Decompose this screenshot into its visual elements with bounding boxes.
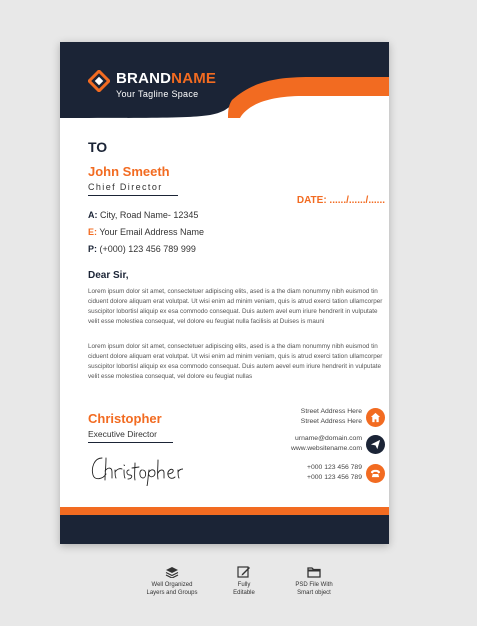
company-phones: +000 123 456 789 +000 123 456 789 xyxy=(307,464,362,481)
footer-band xyxy=(60,504,389,544)
company-address: Street Address Here Street Address Here xyxy=(300,408,362,425)
salutation: Dear Sir, xyxy=(88,270,129,281)
edit-icon xyxy=(237,566,251,578)
brand-logo-icon xyxy=(88,70,110,92)
recipient-title: Chief Director xyxy=(88,182,163,192)
contact-phone: P: (+000) 123 456 789 999 xyxy=(88,244,196,254)
feature-editable: Fully Editable xyxy=(204,566,284,597)
home-icon xyxy=(366,408,385,427)
contact-email: E: Your Email Address Name xyxy=(88,227,205,237)
feature-layers: Well Organized Layers and Groups xyxy=(132,566,212,597)
company-online: urname@domain.com www.websitename.com xyxy=(290,435,362,452)
recipient-divider xyxy=(88,195,178,196)
sender-name: Christopher xyxy=(88,411,162,426)
body-paragraph-2: Lorem ipsum dolor sit amet, consectetuer adipiscing elits, ased is a the diam nonummy nibh euismod tin ciduent dolore aliquam erat volutpat. Ut wisi enim ad minim veniam, quis is atrud exerci tation ullamcorper suscipitor lobortisl aliquip ex esa commodo consequat. Duis autem aevel eum iriure hendrerit in vulputate velit esse molestiea consequat, vel dolore eu feugiat nullas xyxy=(88,343,383,380)
sender-title: Executive Director xyxy=(88,429,157,439)
body-paragraph-1: Lorem ipsum dolor sit amet, consectetuer adipiscing elits, ased is a the diam nonummy nibh euismod tin ciduent dolore aliquam erat volutpat. Ut wisi enim ad minim veniam, quis is atrud exerci tation ullamcorper suscipitor lobortisl aliquip ex esa commodo consequat. Duis autem avel eum iriure hendrerit in vulputate velit esse molestiea consequat, vel dolore eu feugiat nulla facilisis at Duises is mauni xyxy=(88,288,383,325)
feature-psd: PSD File With Smart object xyxy=(274,566,354,597)
phone-icon xyxy=(366,464,385,483)
contact-address: A: City, Road Name- 12345 xyxy=(88,210,199,220)
sender-divider xyxy=(88,442,173,443)
signature-image xyxy=(88,450,183,486)
send-icon xyxy=(366,435,385,454)
layers-icon xyxy=(165,566,179,578)
recipient-name: John Smeeth xyxy=(88,164,170,179)
folder-icon xyxy=(307,566,321,578)
brand-name: BRANDNAME xyxy=(116,70,217,87)
brand-tagline: Your Tagline Space xyxy=(116,89,199,99)
letterhead-sheet xyxy=(60,42,389,544)
date-field: DATE: ....../....../...... xyxy=(296,195,385,206)
to-heading: TO xyxy=(88,139,108,155)
